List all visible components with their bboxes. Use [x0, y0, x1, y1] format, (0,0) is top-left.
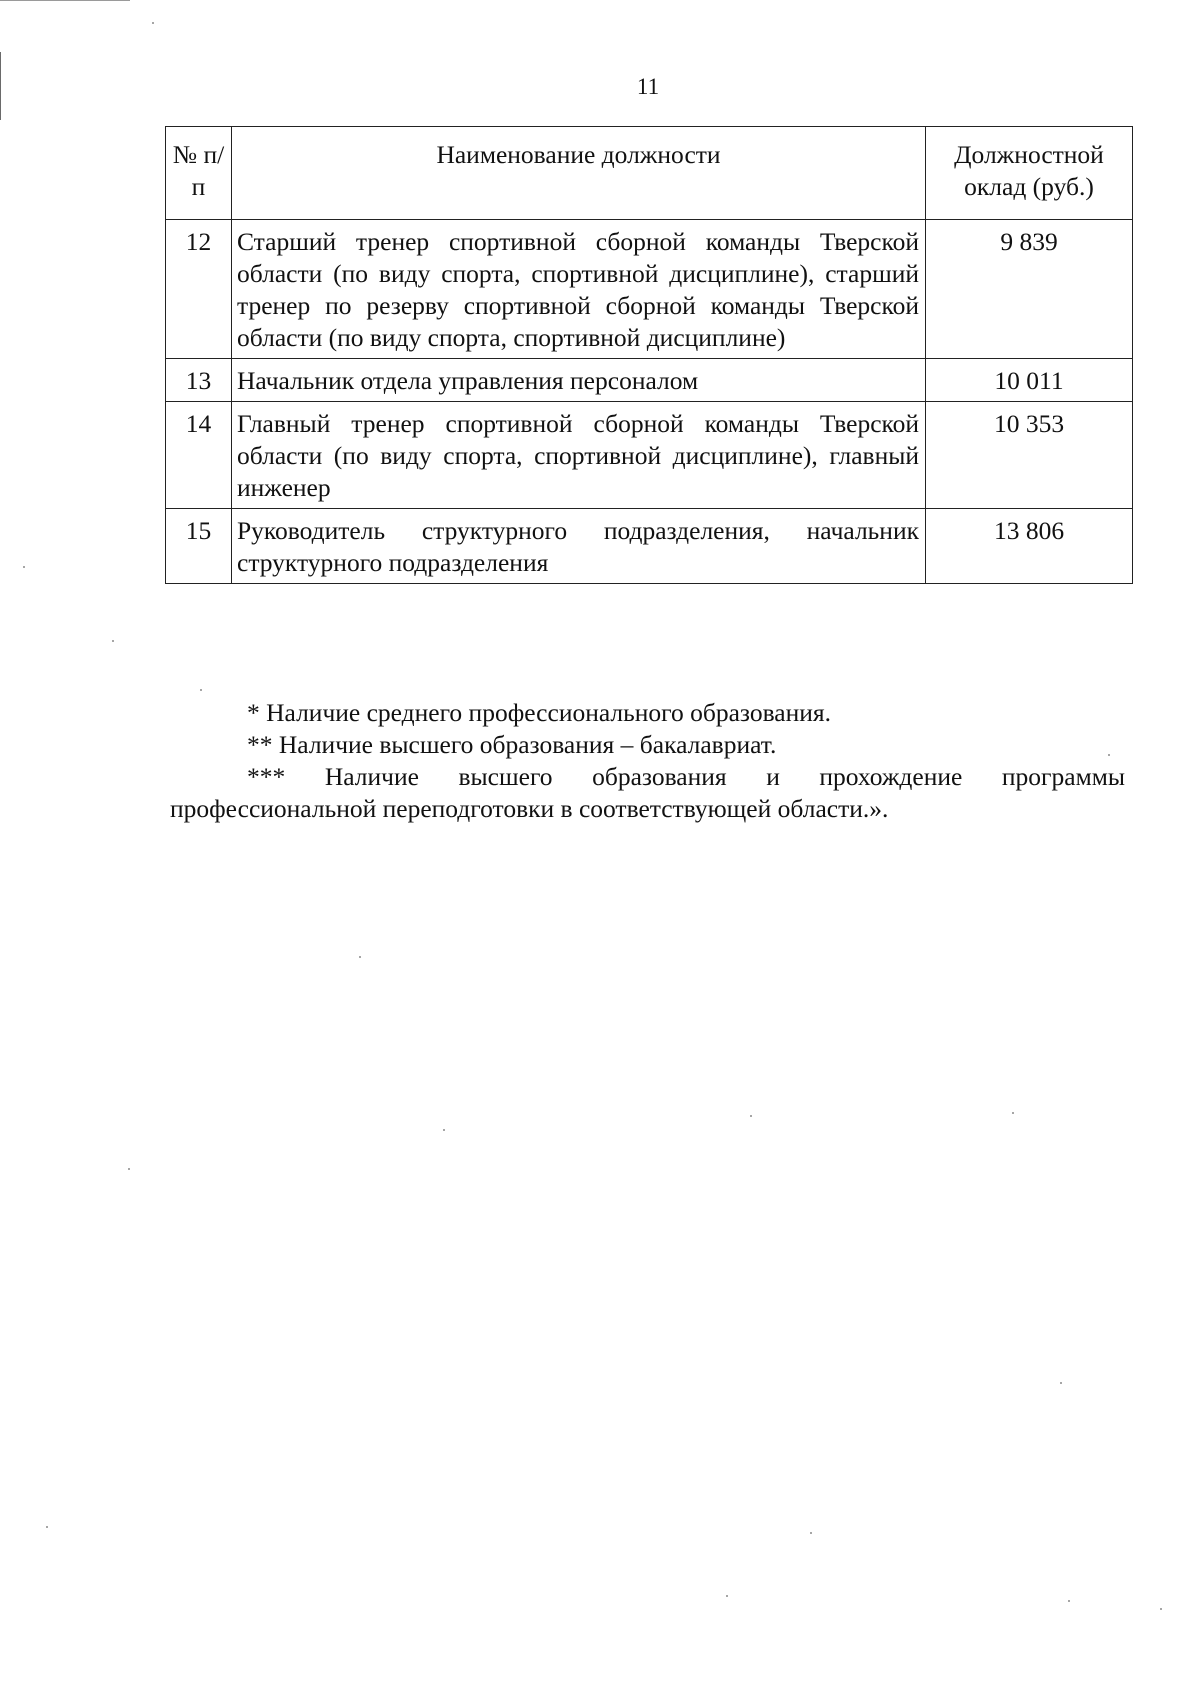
scan-speck — [128, 1168, 130, 1170]
scan-speck — [1060, 1382, 1062, 1384]
row-position: Руководитель структурного подразделения, начальник структурного подразделения — [232, 509, 926, 584]
row-number: 14 — [166, 402, 232, 509]
scan-speck — [726, 1595, 728, 1597]
row-number: 12 — [166, 220, 232, 359]
footnote-retraining: *** Наличие высшего образования и прохождение программы профессиональной переподготовки в соответствующей области.». — [170, 762, 1125, 823]
table-row — [166, 220, 1133, 359]
table-row — [166, 509, 1133, 584]
scan-speck — [46, 1526, 48, 1528]
row-position: Старший тренер спортивной сборной команды Тверской области (по виду спорта, спортивной дисциплине), старший тренер по резерву спортивной сборной команды Тверской области (по виду спорта, спортивной дисциплине) — [232, 220, 926, 359]
scan-speck — [1160, 1608, 1162, 1610]
row-number: 13 — [166, 359, 232, 402]
row-salary: 10 353 — [926, 402, 1133, 509]
table-row — [166, 359, 1133, 402]
row-salary: 10 011 — [926, 359, 1133, 402]
scan-speck — [359, 956, 361, 958]
scan-speck — [1068, 1600, 1070, 1602]
footnote-secondary-education: * Наличие среднего профессионального образования. — [247, 698, 831, 727]
scan-speck — [152, 22, 154, 24]
header-number: № п/п — [166, 127, 232, 220]
table-row — [166, 402, 1133, 509]
salary-table — [165, 126, 1133, 584]
scan-speck — [443, 1129, 445, 1131]
footnotes — [170, 697, 1125, 825]
header-position: Наименование должности — [232, 127, 926, 220]
scan-speck — [1012, 1112, 1014, 1114]
row-position: Главный тренер спортивной сборной команды Тверской области (по виду спорта, спортивной дисциплине), главный инженер — [232, 402, 926, 509]
scan-speck — [750, 1115, 752, 1117]
scan-speck — [112, 640, 114, 642]
row-salary: 13 806 — [926, 509, 1133, 584]
table-header-row — [166, 127, 1133, 220]
scan-edge-top — [0, 0, 130, 1]
page-number: 11 — [636, 74, 660, 99]
scan-speck — [23, 566, 25, 568]
row-number: 15 — [166, 509, 232, 584]
footnote-bachelor: ** Наличие высшего образования – бакалавриат. — [247, 730, 777, 759]
header-salary: Должностной оклад (руб.) — [926, 127, 1133, 220]
scan-speck — [200, 689, 202, 691]
row-salary: 9 839 — [926, 220, 1133, 359]
row-position: Начальник отдела управления персоналом — [232, 359, 926, 402]
scan-speck — [810, 1532, 812, 1534]
